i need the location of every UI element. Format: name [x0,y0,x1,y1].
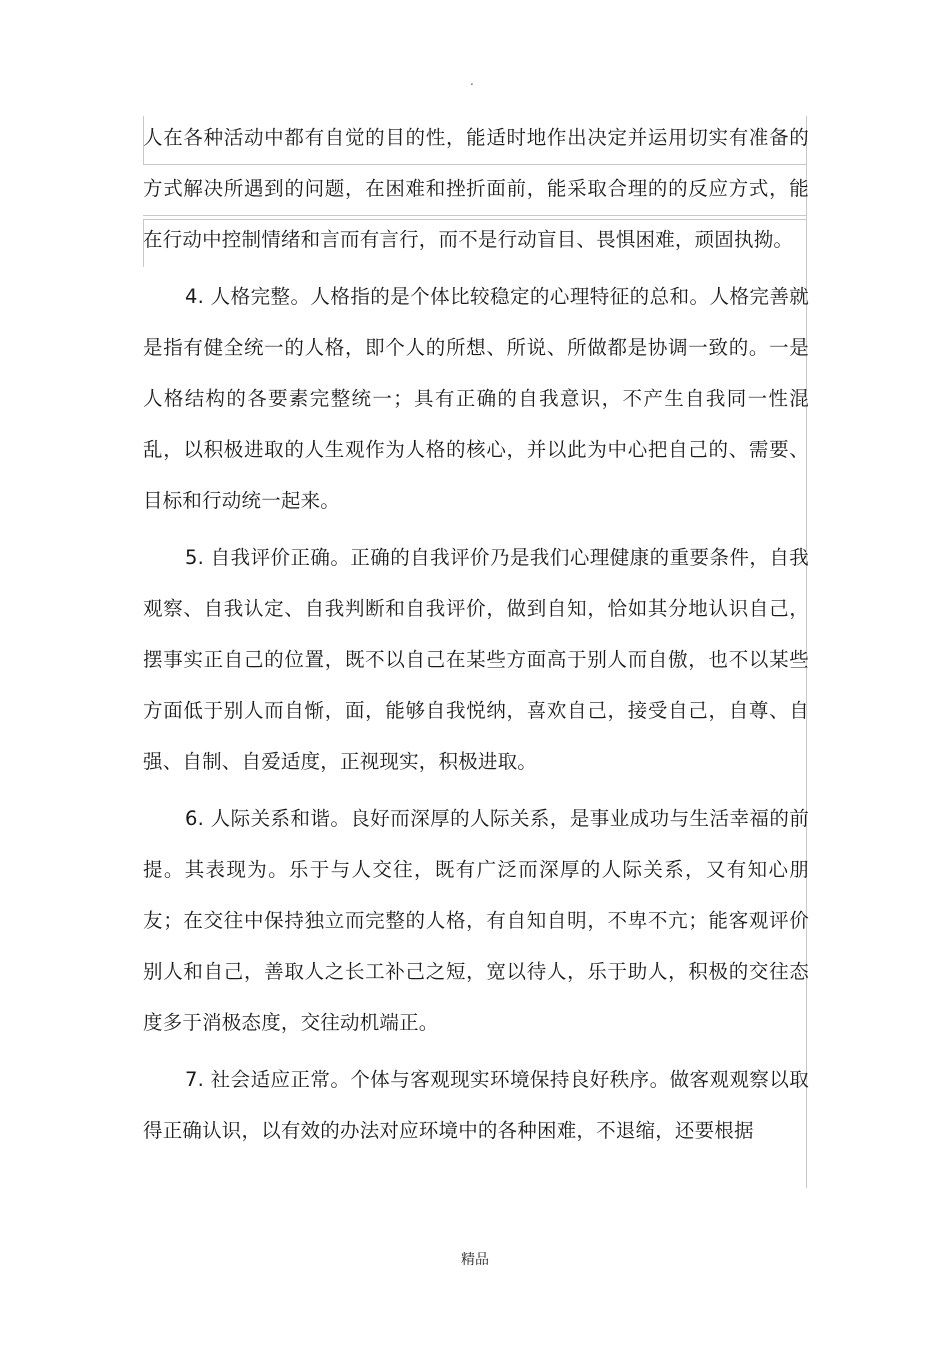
header-mark: . [470,74,474,88]
paragraph-social-adaptation: 7. 社会适应正常。个体与客观现实环境保持良好秩序。做客观观察以取得正确认识，以有效的办法对应环境中的各种困难，不退缩，还要根据 [143,1067,809,1142]
paragraph-personality: 4. 人格完整。人格指的是个体比较稳定的心理特征的总和。人格完善就是指有健全统一的人格，即个人的所想、所说、所做都是协调一致的。一是人格结构的各要素完整统一；具有正确的自我意识，不产生自我同一性混乱，以积极进取的人生观作为人格的核心，并以此为中心把自己的、需要、目标和行动统一起来。 [143,284,809,513]
page-footer: 精品 [461,1252,489,1268]
paragraph-self-evaluation: 5. 自我评价正确。正确的自我评价乃是我们心理健康的重要条件，自我观察、自我认定、自我判断和自我评价，做到自知，恰如其分地认识自己，摆事实正自己的位置，既不以自己在某些方面高于别人而自傲，也不以某些方面低于别人而自惭，面，能够自我悦纳，喜欢自己，接受自己，自尊、自强、自制、自爱适度，正视现实，积极进取。 [143,545,809,774]
document-body [143,112,809,1156]
paragraph-relationships: 6. 人际关系和谐。良好而深厚的人际关系，是事业成功与生活幸福的前提。其表现为。乐于与人交往，既有广泛而深厚的人际关系，又有知心朋友；在交往中保持独立而完整的人格，有自知自明，不卑不亢；能客观评价别人和自己，善取人之长工补己之短，宽以待人，乐于助人，积极的交往态度多于消极态度，交往动机端正。 [143,806,809,1035]
paragraph-continuation: 人在各种活动中都有自觉的目的性，能适时地作出决定并运用切实有准备的方式解决所遇到的问题，在困难和挫折面前，能采取合理的的反应方式，能在行动中控制情绪和言而有言行，而不是行动盲目、畏惧困难，顽固执拗。 [143,126,809,252]
